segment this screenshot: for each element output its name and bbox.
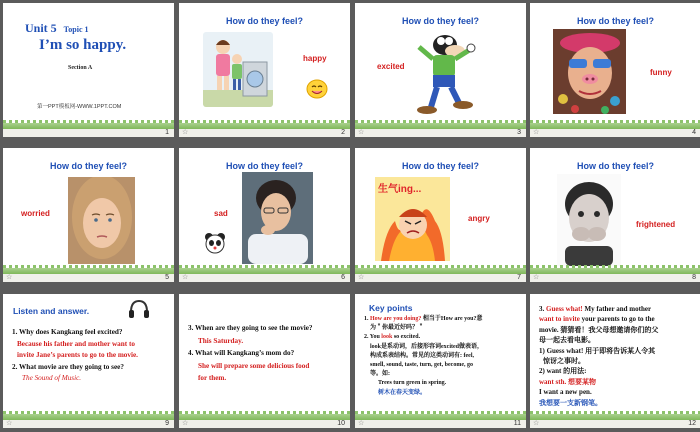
feeling-word-funny: funny — [650, 68, 672, 77]
panda-cartoon-image — [203, 231, 227, 255]
listen-heading: Listen and answer. — [13, 306, 90, 316]
transition-star-icon: ☆ — [182, 274, 189, 281]
angry-cartoon-image — [375, 177, 450, 261]
feeling-word-excited: excited — [377, 62, 405, 71]
slide-title: How do they feel? — [49, 161, 127, 171]
notes-body — [539, 304, 658, 408]
note-line-3: movie. 猜猜看！我父母想邀请你们的父 — [539, 325, 659, 334]
question-text — [12, 327, 138, 385]
slide-footer — [355, 129, 526, 137]
slide-number: 10 — [337, 420, 345, 427]
slide-number: 7 — [517, 274, 521, 281]
feeling-word-worried: worried — [21, 209, 50, 218]
slide-thumbnail-2[interactable] — [179, 3, 350, 137]
note-line-6: 惊讶之事时。 — [543, 357, 585, 366]
slide-thumbnail-11[interactable] — [355, 294, 526, 428]
slide-title: How do they feel? — [576, 16, 654, 26]
slide-thumbnail-8[interactable] — [530, 148, 700, 282]
family-cartoon-image — [203, 32, 273, 107]
slide-footer — [355, 274, 526, 282]
section-label: Section A — [68, 65, 93, 71]
worried-girl-photo — [68, 177, 135, 264]
slide-footer — [179, 129, 350, 137]
answer-1-line-1: Because his father and mother want to — [17, 339, 135, 348]
goofy-cartoon-image — [415, 31, 477, 115]
note-line-7: 2) want 的用法: — [539, 367, 587, 376]
slide-title: How do they feel? — [401, 16, 479, 26]
slide-thumbnail-4[interactable] — [530, 3, 700, 137]
note-line-8: want sth. 想要某物 — [539, 377, 596, 386]
slide-number: 5 — [165, 274, 169, 281]
slide-thumbnail-1[interactable] — [3, 3, 174, 137]
slide-number: 9 — [165, 420, 169, 427]
headphones-icon — [128, 299, 150, 319]
slide-title: How do they feel? — [576, 161, 654, 171]
point-2-line-1: 2. You look so excited. — [364, 334, 421, 341]
slide-title: How do they feel? — [225, 16, 303, 26]
slide-footer — [530, 129, 700, 137]
slide-number: 1 — [165, 129, 169, 136]
note-line-2: want to invite your parents to go to the — [539, 315, 655, 324]
slide-thumbnail-9[interactable] — [3, 294, 174, 428]
slide-footer — [530, 274, 700, 282]
answer-2: The Sound of Music. — [22, 374, 82, 382]
slide-footer — [179, 274, 350, 282]
smiley-icon — [306, 79, 328, 99]
transition-star-icon: ☆ — [533, 274, 540, 281]
slide-number: 12 — [688, 420, 696, 427]
slide-footer — [355, 420, 526, 428]
note-line-5: 1) Guess what! 用于即将告诉某人令其 — [539, 346, 656, 355]
answer-1-line-2: invite Jane’s parents to go to the movie. — [17, 351, 138, 359]
slide-title: How do they feel? — [225, 161, 303, 171]
transition-star-icon: ☆ — [358, 420, 365, 427]
slide-number: 11 — [513, 420, 521, 427]
transition-star-icon: ☆ — [358, 129, 365, 136]
site-watermark: 第一PPT模板网-WWW.1PPT.COM — [37, 104, 122, 110]
transition-star-icon: ☆ — [6, 274, 13, 281]
feeling-word-angry: angry — [468, 214, 490, 223]
slide-number: 4 — [692, 129, 696, 136]
slide-footer — [3, 129, 174, 137]
question-4: 4. What will Kangkang’s mom do? — [188, 349, 295, 357]
answer-3: This Saturday. — [198, 336, 244, 345]
question-3: 3. When are they going to see the movie? — [188, 324, 313, 332]
slide-thumbnail-3[interactable] — [355, 3, 526, 137]
slide-thumbnail-10[interactable] — [179, 294, 350, 428]
transition-star-icon: ☆ — [358, 274, 365, 281]
point-1-line-2: 为＂你最近好吗？＂ — [370, 325, 425, 332]
sad-woman-photo — [242, 172, 313, 264]
feeling-word-happy: happy — [303, 54, 327, 63]
slide-thumbnail-5[interactable] — [3, 148, 174, 282]
slide-number: 2 — [341, 129, 345, 136]
topic-label: Topic 1 — [63, 25, 89, 34]
slide-title: How do they feel? — [401, 161, 479, 171]
slide-thumbnail-6[interactable] — [179, 148, 350, 282]
example-translation: 树木在春天变绿。 — [378, 389, 427, 396]
slide-footer — [179, 420, 350, 428]
transition-star-icon: ☆ — [182, 420, 189, 427]
slide-number: 3 — [517, 129, 521, 136]
frightened-child-photo — [557, 174, 621, 266]
slide-number: 6 — [341, 274, 345, 281]
angry-banner-text: 生气ing... — [378, 184, 422, 195]
note-line-4: 母一起去看电影。 — [539, 336, 595, 345]
note-line-10: 我想要一支新钢笔。 — [539, 398, 602, 407]
transition-star-icon: ☆ — [533, 129, 540, 136]
point-2-line-5: 等。如: — [370, 371, 390, 378]
key-points-heading: Key points — [369, 303, 413, 313]
slide-thumbnail-12[interactable] — [530, 294, 700, 428]
slide-thumbnail-7[interactable] — [355, 148, 526, 282]
point-2-line-3: 构成系表结构。常见的这类动词有: feel, — [370, 352, 474, 359]
transition-star-icon: ☆ — [182, 129, 189, 136]
answer-4-line-1: She will prepare some delicious food — [198, 361, 310, 370]
transition-star-icon: ☆ — [533, 420, 540, 427]
question-text — [188, 322, 313, 385]
slide-footer — [530, 420, 700, 428]
slide-footer — [3, 420, 174, 428]
unit-title: Unit 5 Topic 1 — [25, 21, 89, 35]
answer-4-line-2: for them. — [198, 374, 227, 382]
note-line-1: 3. Guess what! My father and mother — [539, 305, 652, 313]
feeling-word-sad: sad — [214, 209, 228, 218]
point-2-line-2: look是系动词，后接形容词excited做表语， — [370, 343, 483, 350]
point-1-line-1: 1. How are you doing? 相当于How are you?意 — [364, 316, 483, 322]
transition-star-icon: ☆ — [6, 420, 13, 427]
funny-face-photo — [553, 29, 626, 114]
feeling-word-frightened: frightened — [636, 220, 676, 229]
question-2: 2. What movie are they going to see? — [12, 362, 124, 371]
question-1: 1. Why does Kangkang feel excited? — [12, 328, 123, 336]
note-line-9: I want a new pen. — [539, 388, 592, 397]
slide-number: 8 — [692, 274, 696, 281]
point-2-line-4: smell, sound, taste, turn, get, become, go — [370, 362, 473, 369]
key-points-body — [364, 315, 483, 398]
example-sentence: Trees turn green in spring. — [378, 380, 447, 387]
lesson-title: I’m so happy. — [39, 37, 127, 53]
slide-footer — [3, 274, 174, 282]
